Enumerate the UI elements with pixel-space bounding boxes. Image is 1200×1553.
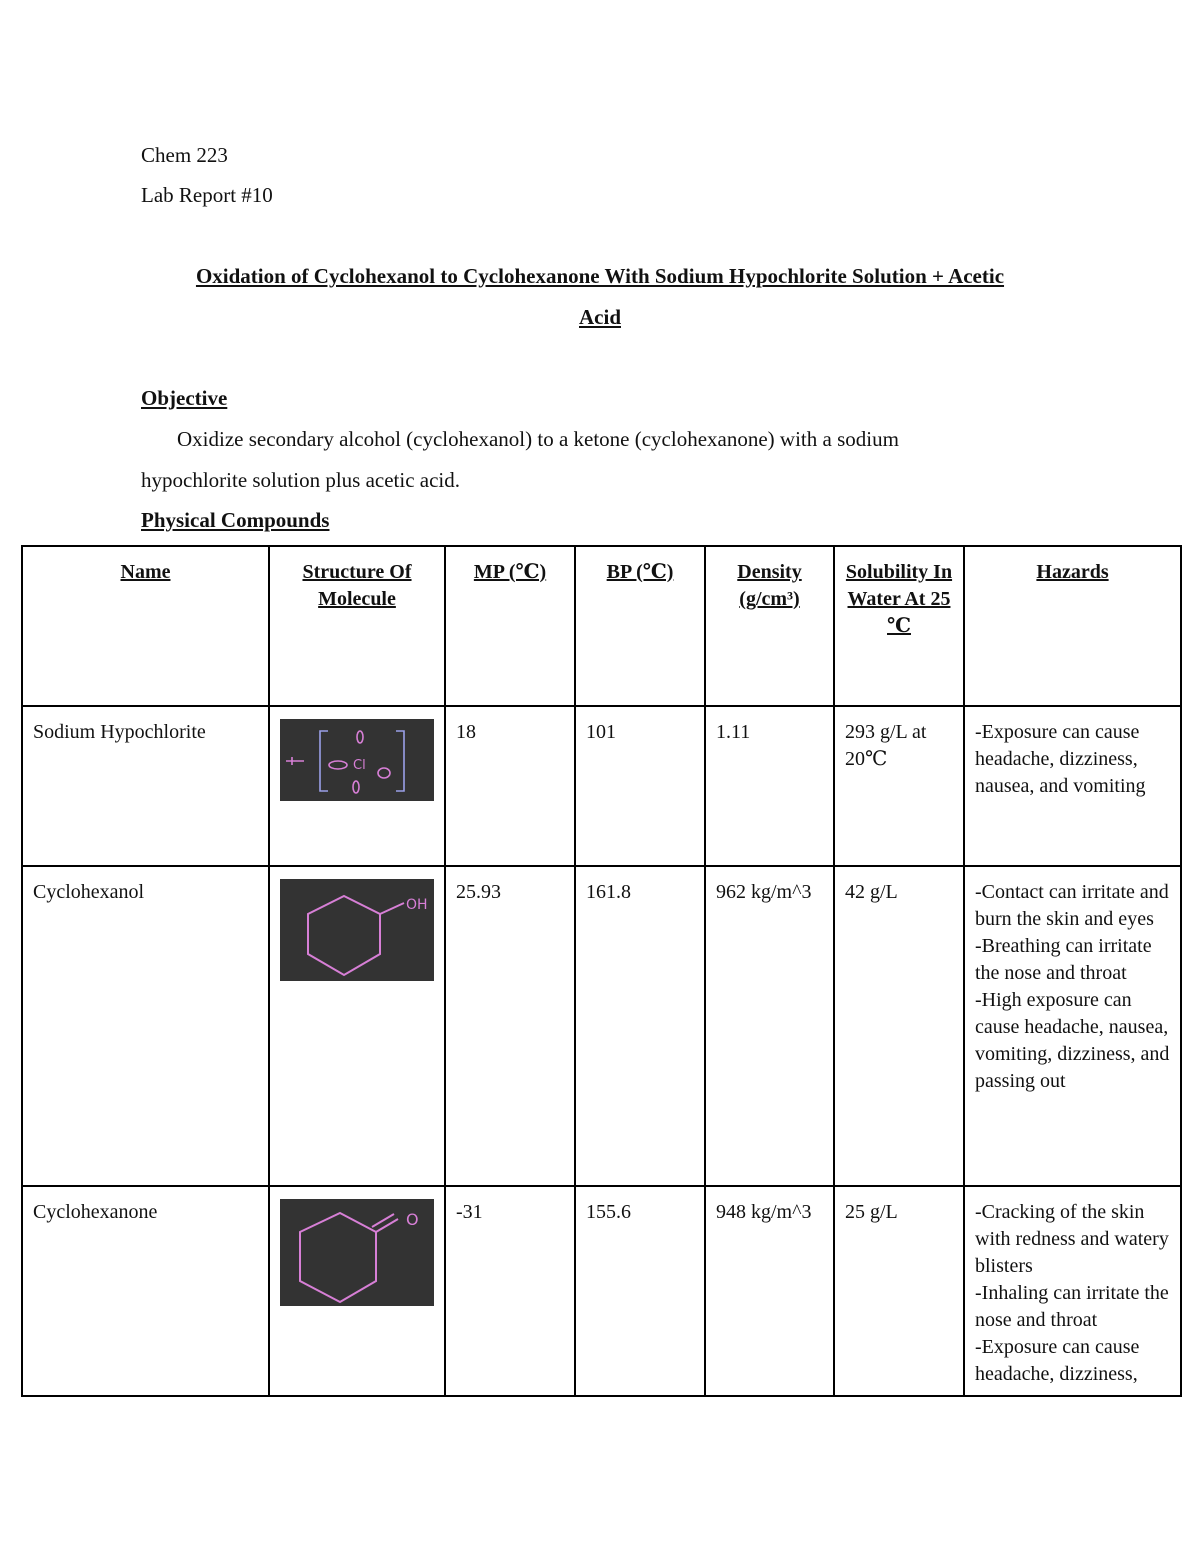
course-label: Chem 223 <box>141 143 228 167</box>
column-header-hazards: Hazards <box>964 546 1181 706</box>
column-header-bp: BP (℃) <box>575 546 705 706</box>
physical-compounds-heading: Physical Compounds <box>141 508 330 532</box>
objective-text-line-2: hypochlorite solution plus acetic acid. <box>141 468 460 492</box>
hazards: -Contact can irritate and burn the skin and eyes -Breathing can irritate the nose and throat -High exposure can cause headache, nausea, vomiting, dizziness, and passing out <box>964 866 1181 1186</box>
compound-name: Cyclohexanol <box>22 866 269 1186</box>
solubility: 42 g/L <box>834 866 964 1186</box>
objective-text-line-1: Oxidize secondary alcohol (cyclohexanol) to a ketone (cyclohexanone) with a sodium <box>177 427 899 451</box>
objective-heading: Objective <box>141 386 228 410</box>
physical-compounds-table <box>21 545 1182 1397</box>
cyclohexanol-structure-image <box>280 879 434 981</box>
table-row <box>22 866 1181 1186</box>
melting-point: 18 <box>445 706 575 866</box>
boiling-point: 161.8 <box>575 866 705 1186</box>
sodium-hypochlorite-structure-image <box>280 719 434 801</box>
column-header-name: Name <box>22 546 269 706</box>
column-header-structure: Structure Of Molecule <box>269 546 445 706</box>
melting-point: 25.93 <box>445 866 575 1186</box>
melting-point: -31 <box>445 1186 575 1396</box>
structure-cell <box>269 706 445 866</box>
boiling-point: 101 <box>575 706 705 866</box>
density: 1.11 <box>705 706 834 866</box>
solubility: 25 g/L <box>834 1186 964 1396</box>
column-header-density: Density (g/cm³) <box>705 546 834 706</box>
solubility: 293 g/L at 20℃ <box>834 706 964 866</box>
density: 948 kg/m^3 <box>705 1186 834 1396</box>
hazards: -Cracking of the skin with redness and watery blisters -Inhaling can irritate the nose and throat -Exposure can cause headache, dizziness, <box>964 1186 1181 1396</box>
table-row <box>22 706 1181 866</box>
svg-text:Cl: Cl <box>353 758 366 773</box>
report-title-line-2: Acid <box>579 305 621 329</box>
compound-name: Sodium Hypochlorite <box>22 706 269 866</box>
structure-label: OH <box>406 897 428 913</box>
report-title-line-1: Oxidation of Cyclohexanol to Cyclohexanone With Sodium Hypochlorite Solution + Acetic <box>195 264 1005 288</box>
report-label: Lab Report #10 <box>141 183 273 207</box>
cyclohexanone-structure-image <box>280 1199 434 1306</box>
column-header-solubility: Solubility In Water At 25 ℃ <box>834 546 964 706</box>
structure-label: O <box>406 1210 419 1229</box>
compound-name: Cyclohexanone <box>22 1186 269 1396</box>
structure-cell <box>269 1186 445 1396</box>
column-header-mp: MP (℃) <box>445 546 575 706</box>
density: 962 kg/m^3 <box>705 866 834 1186</box>
hazards: -Exposure can cause headache, dizziness, nausea, and vomiting <box>964 706 1181 866</box>
boiling-point: 155.6 <box>575 1186 705 1396</box>
structure-cell <box>269 866 445 1186</box>
table-header-row <box>22 546 1181 706</box>
table-row <box>22 1186 1181 1396</box>
